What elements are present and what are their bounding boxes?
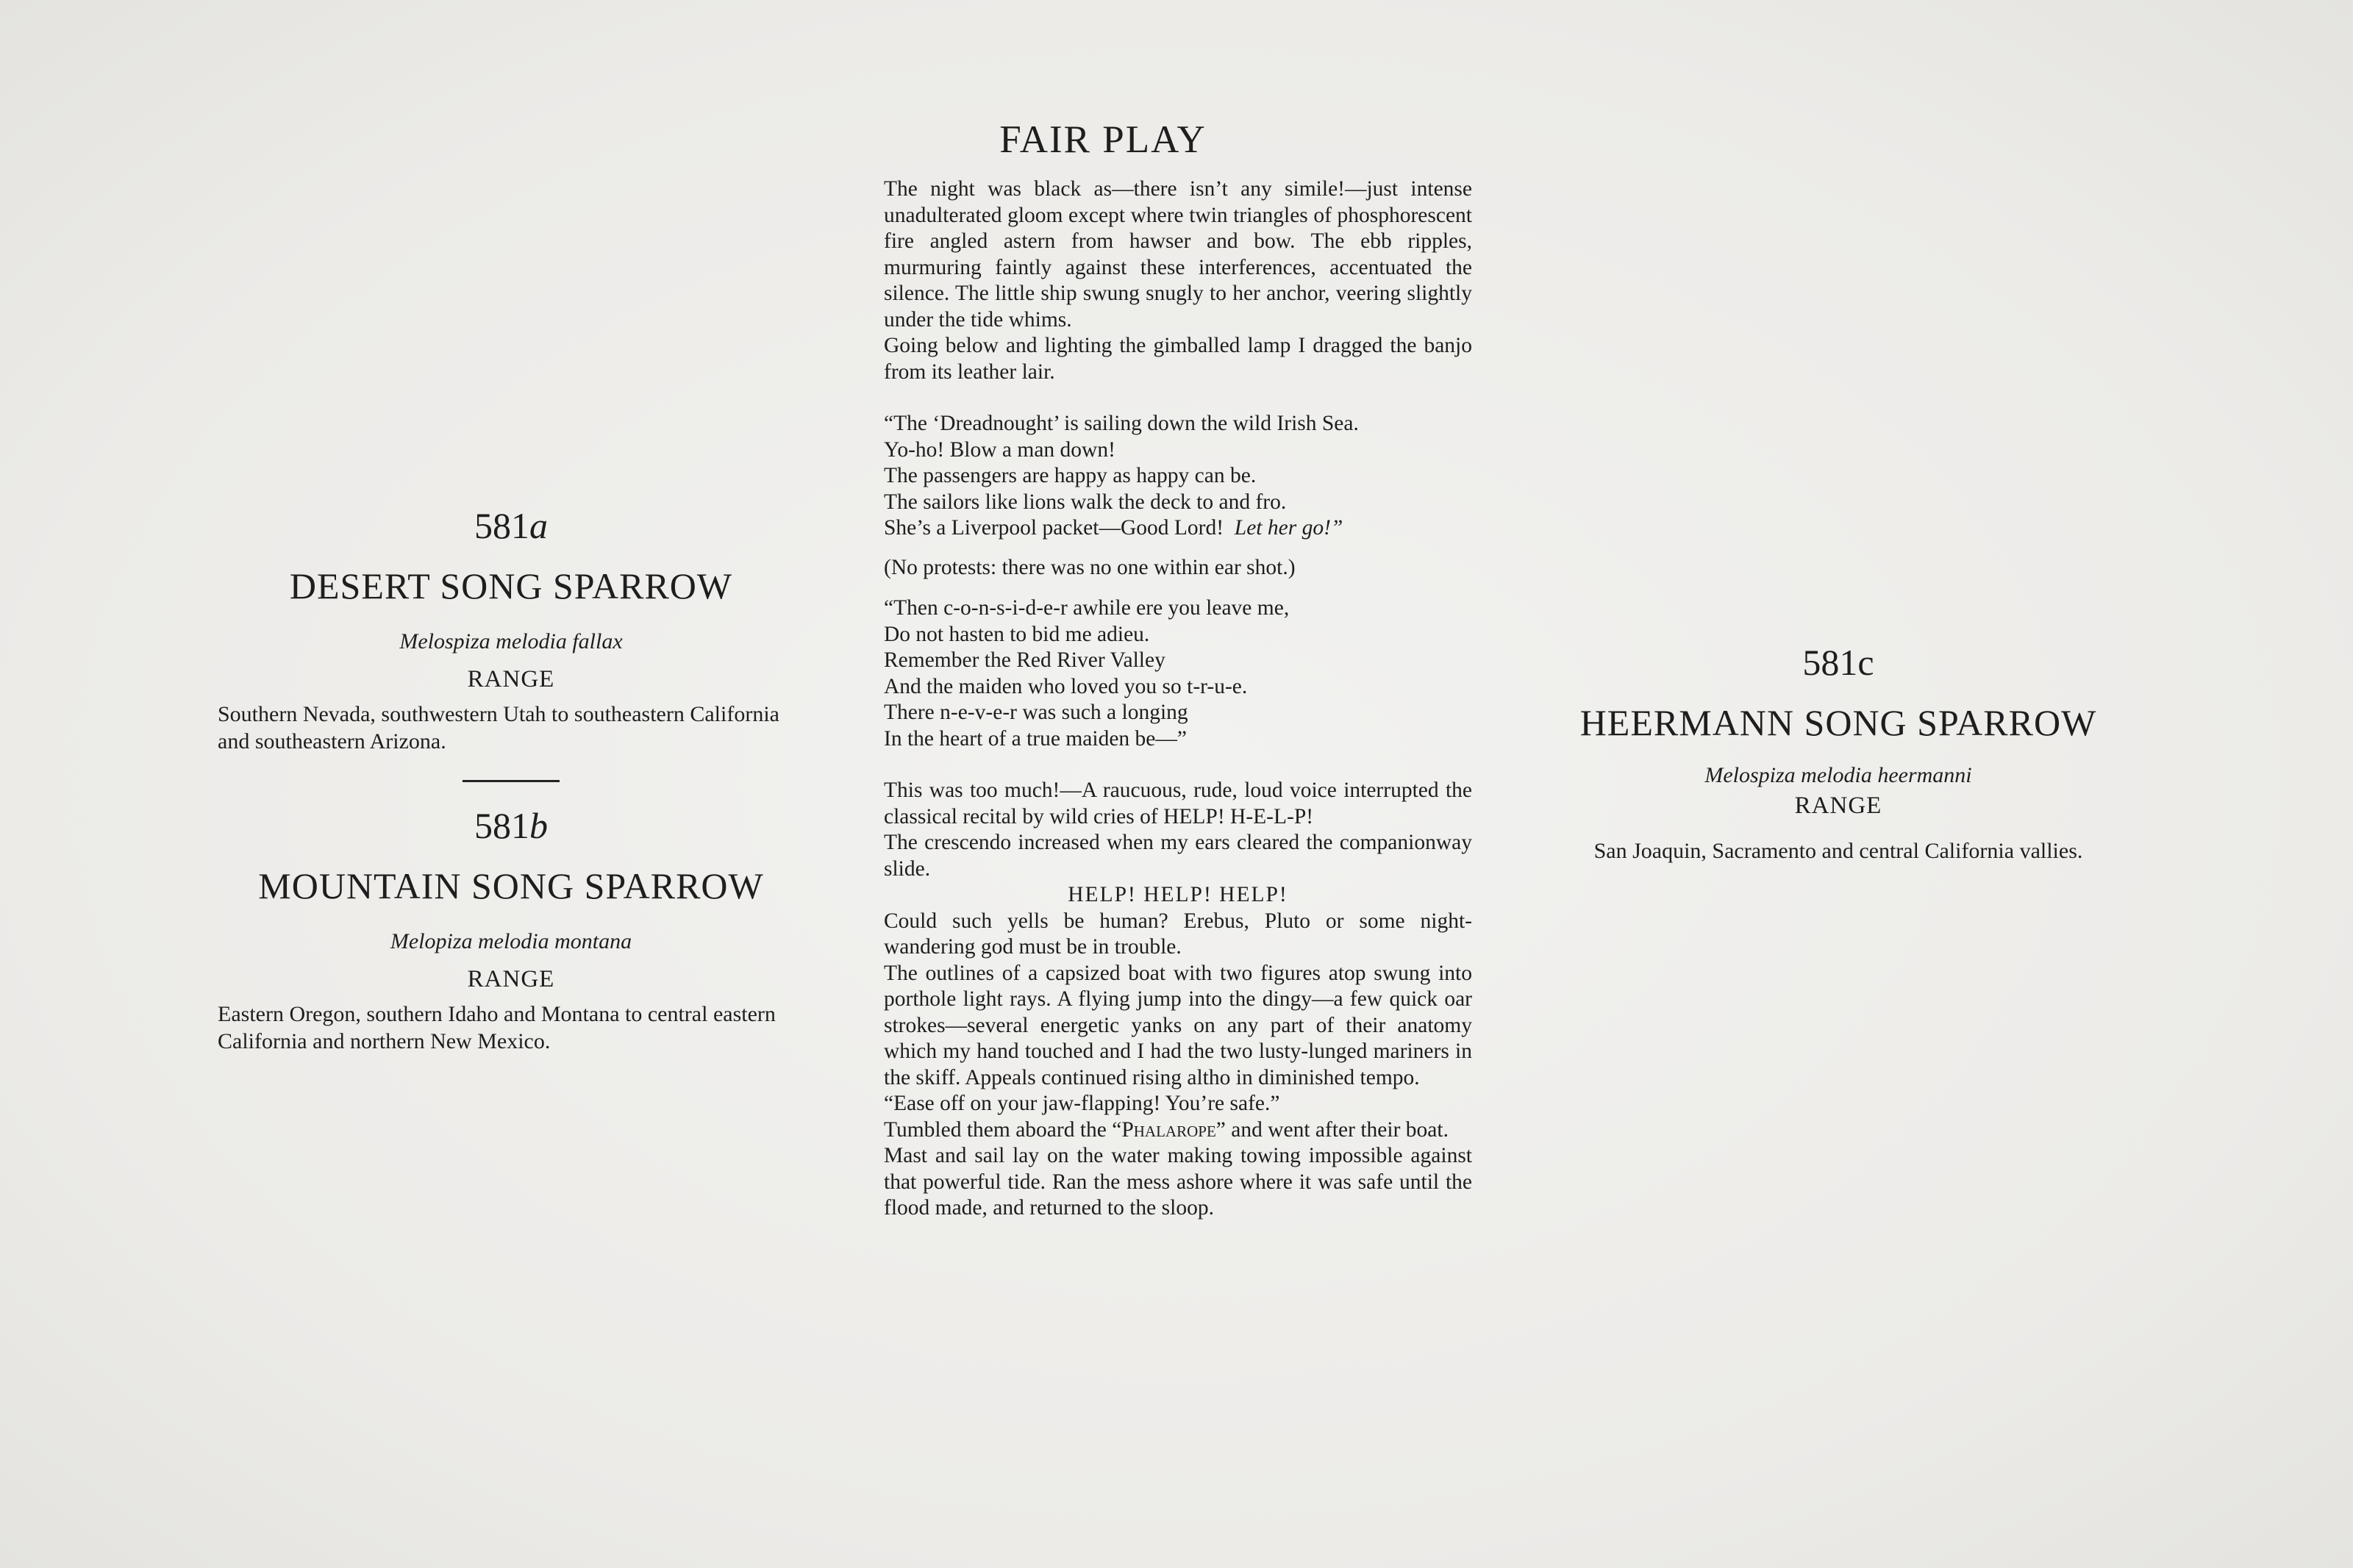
story-paragraph: The night was black as—there isn’t any simile!—just intense unadulterated gloom except where twin triangles of phosphorescent fire angled astern from hawser and bow. The ebb ripples, murmuring faintly against these interferences, accentuated the silence. The little ship swung snugly to her anchor, veering slightly under the tide whims. [884, 177, 1472, 332]
story-paragraph: Could such yells be human? Erebus, Pluto or some night-wandering god must be in trouble. [884, 909, 1472, 959]
species-name-mountain-song-sparrow: MOUNTAIN SONG SPARROW [258, 865, 764, 906]
range-label: RANGE [467, 966, 555, 992]
song-line: In the heart of a true maiden be—” [884, 726, 1187, 751]
species-name-heermann-song-sparrow: HEERMANN SONG SPARROW [1579, 702, 2097, 743]
story-paragraph: Tumbled them aboard the “Phalarope” and went after their boat. [884, 1117, 1449, 1142]
song-line: Do not hasten to bid me adieu. [884, 622, 1150, 646]
story-aside: (No protests: there was no one within ear shot.) [884, 555, 1296, 579]
left-column [213, 507, 809, 1055]
right-column [1515, 644, 2162, 864]
species-name-desert-song-sparrow: DESERT SONG SPARROW [289, 565, 733, 606]
range-label: RANGE [1794, 792, 1882, 819]
song-line: “Then c-o-n-s-i-d-e-r awhile ere you leave me, [884, 596, 1290, 620]
story-body [884, 176, 1472, 1222]
latin-name-fallax: Melospiza melodia fallax [399, 629, 623, 654]
latin-name-montana: Melopiza melodia montana [390, 929, 632, 953]
divider-rule [463, 780, 560, 782]
song-line: She’s a Liverpool packet—Good Lord! Let her go!” [884, 516, 1343, 540]
story-paragraph: “Ease off on your jaw-flapping! You’re safe.” [884, 1092, 1280, 1115]
song-line: There n-e-v-e-r was such a longing [884, 701, 1188, 724]
help-cry: HELP! HELP! HELP! [1068, 883, 1288, 906]
story-paragraph: The outlines of a capsized boat with two figures atop swung into porthole light rays. A flying jump into the dingy—a few quick oar strokes—several energetic yanks on any part of their anatomy which my hand touched and I had the two lusty-lunged mariners in the skiff. Appeals continued rising altho in diminished tempo. [884, 961, 1472, 1089]
story-paragraph: The crescendo increased when my ears cleared the companionway slide. [884, 831, 1472, 881]
story-paragraph: Going below and lighting the gimballed lamp I dragged the banjo from its leather lair. [884, 334, 1472, 384]
boat-name: Phalarope [1121, 1117, 1216, 1142]
range-text-581a: Southern Nevada, southwestern Utah to southeastern California and southeastern Arizona. [218, 702, 779, 753]
song-line: And the maiden who loved you so t-r-u-e. [884, 674, 1248, 698]
song-line: The passengers are happy as happy can be. [884, 464, 1257, 487]
song-line: The sailors like lions walk the deck to and fro. [884, 490, 1287, 514]
story-paragraph: Mast and sail lay on the water making towing impossible against that powerful tide. Ran the mess ashore where it was safe until the flood made, and returned to the sloop. [884, 1144, 1472, 1220]
entry-number-581a: 581a [474, 505, 548, 546]
latin-name-heermanni: Melospiza melodia heermanni [1704, 763, 1972, 787]
story-paragraph: This was too much!—A raucuous, rude, loud voice interrupted the classical recital by wild cries of HELP! H-E-L-P! [884, 778, 1472, 828]
entry-number-581b: 581b [474, 805, 548, 846]
song-line: Remember the Red River Valley [884, 648, 1165, 672]
range-label: RANGE [467, 666, 555, 692]
song-line: “The ‘Dreadnought’ is sailing down the wild Irish Sea. [884, 412, 1359, 435]
story-title: FAIR PLAY [999, 118, 1207, 161]
range-text-581c: San Joaquin, Sacramento and central California vallies. [1593, 839, 2083, 863]
range-text-581b: Eastern Oregon, southern Idaho and Montana to central eastern California and northern New Mexico. [218, 1002, 776, 1053]
entry-number-581c: 581c [1802, 642, 1874, 683]
song-line: Yo-ho! Blow a man down! [884, 437, 1115, 462]
